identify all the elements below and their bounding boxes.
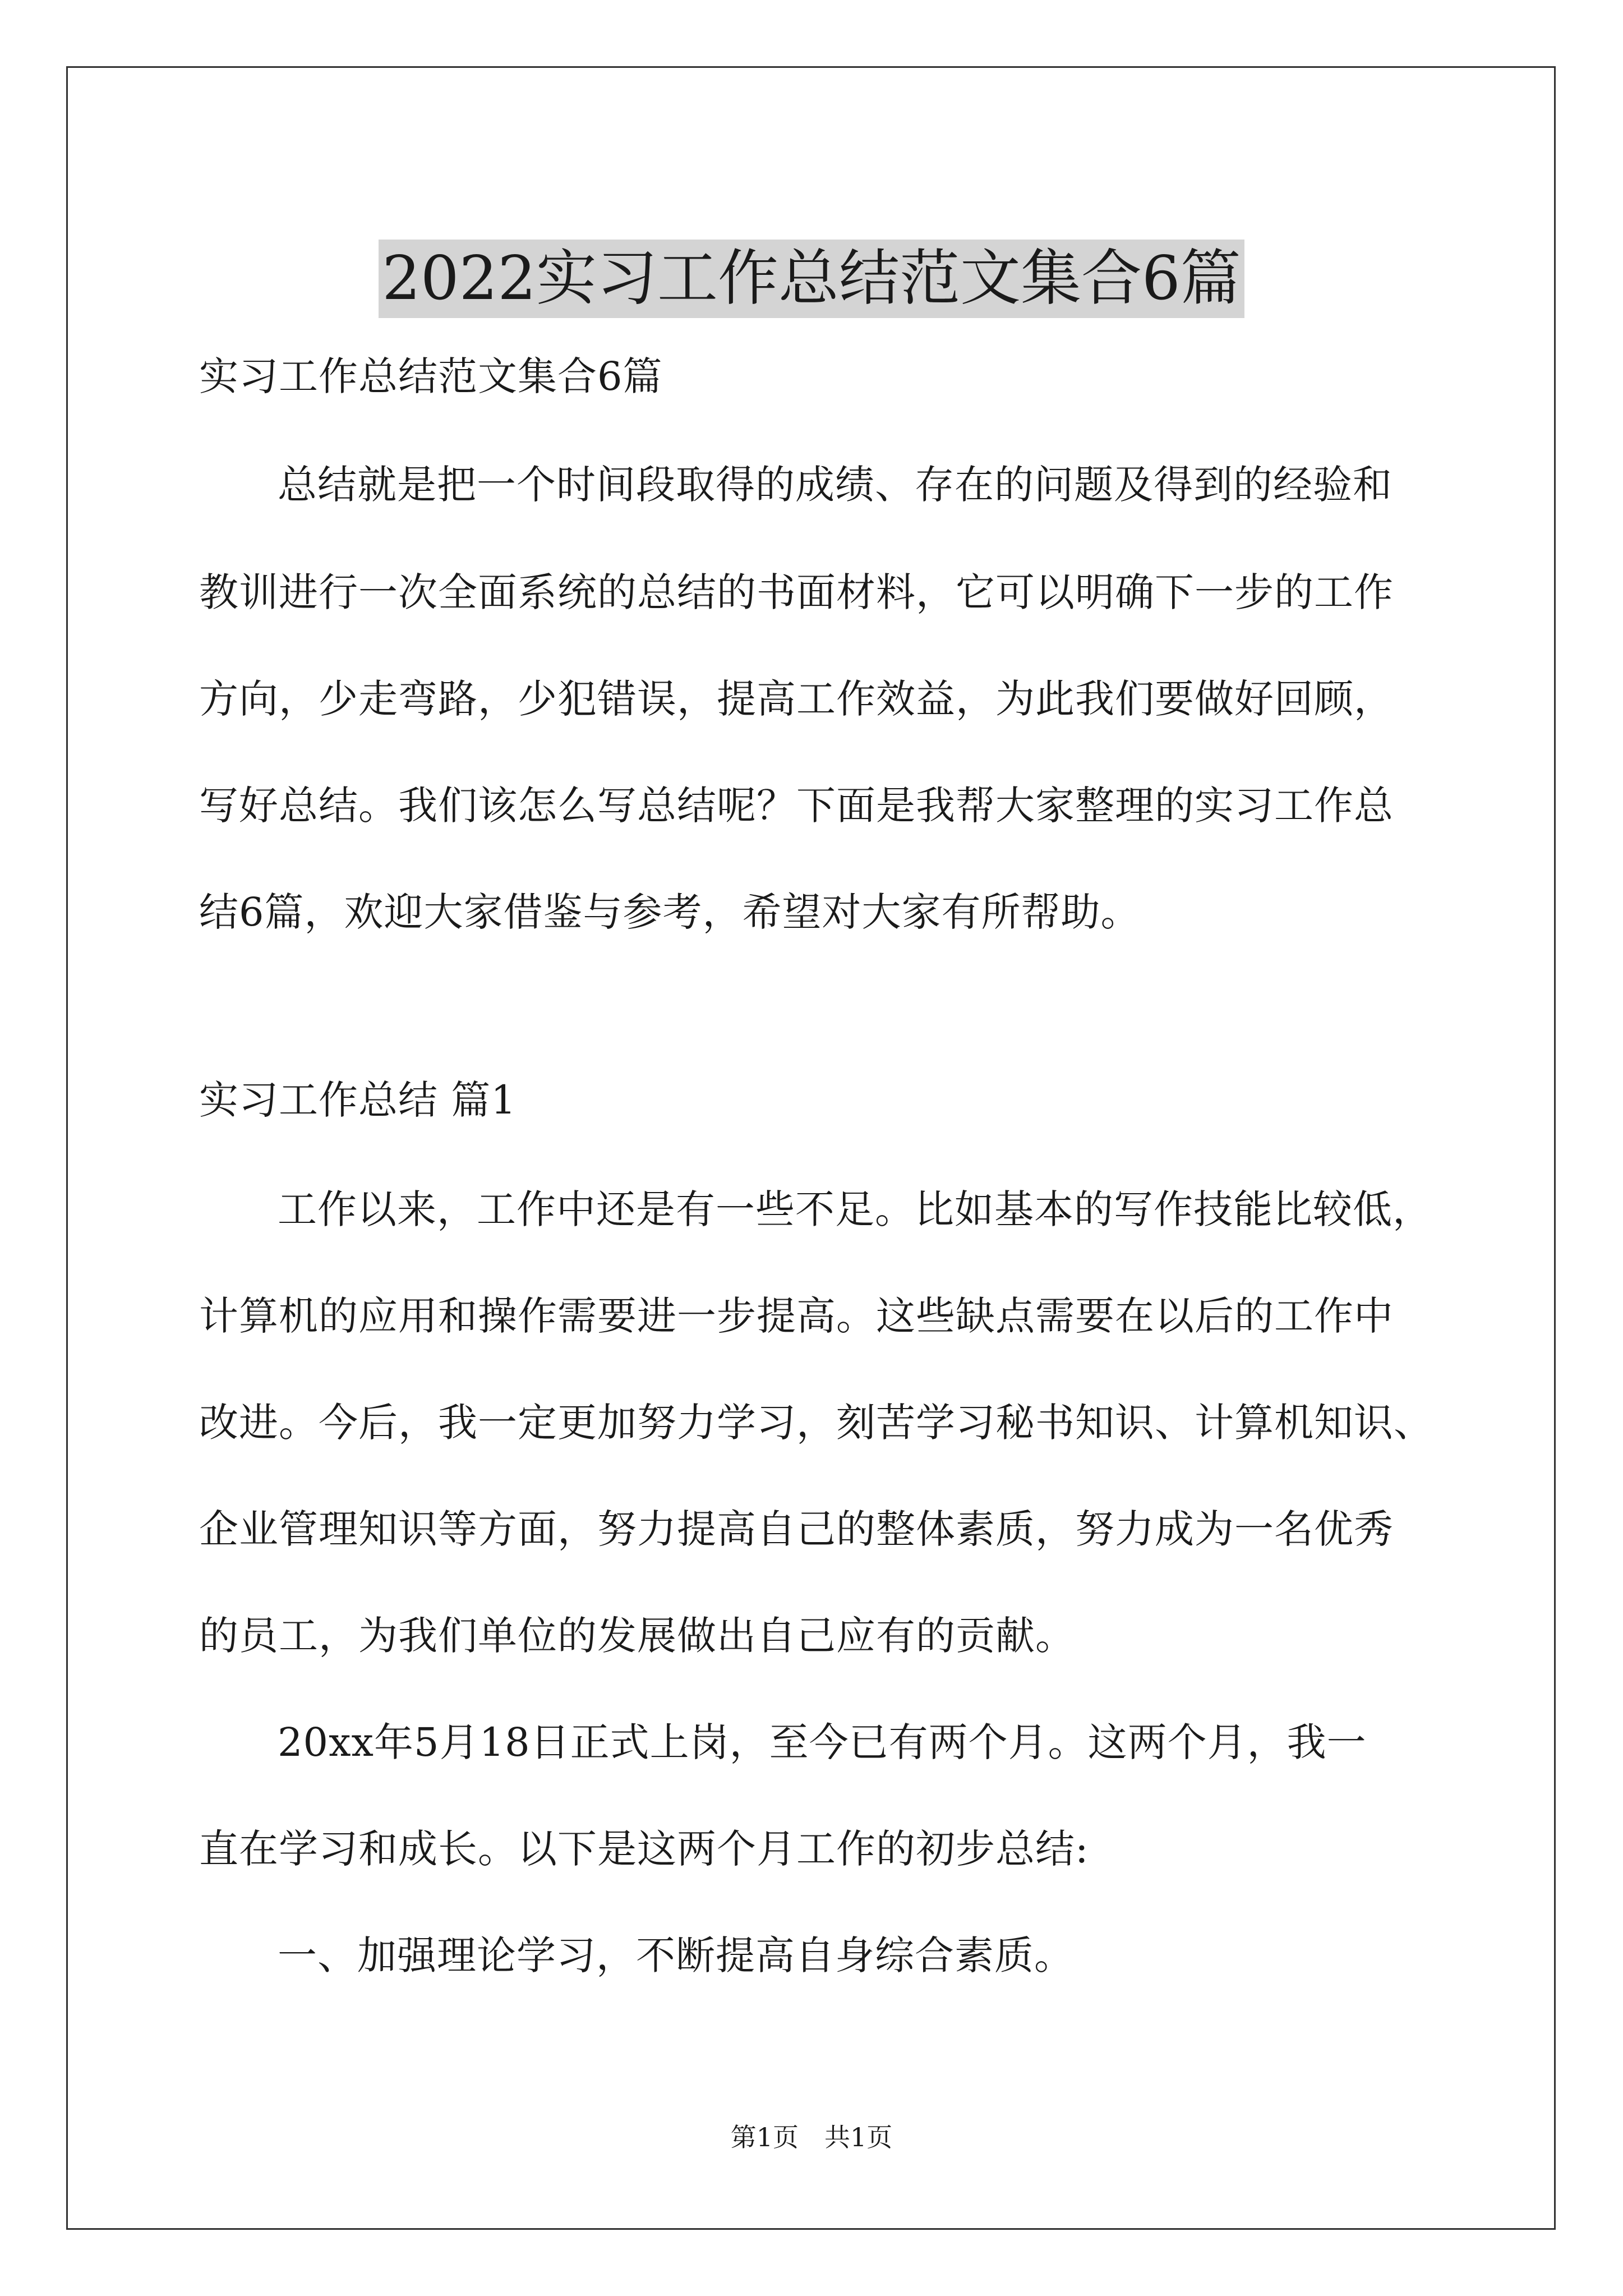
intro-line-5: 结6篇，欢迎大家借鉴与参考，希望对大家有所帮助。 [199, 889, 1141, 935]
intro-line-2: 教训进行一次全面系统的总结的书面材料，它可以明确下一步的工作 [199, 569, 1394, 615]
section1-line-4: 企业管理知识等方面，努力提高自己的整体素质，努力成为一名优秀 [199, 1506, 1394, 1552]
section1-line-5: 的员工，为我们单位的发展做出自己应有的贡献。 [199, 1613, 1075, 1659]
intro-line-4: 写好总结。我们该怎么写总结呢？下面是我帮大家整理的实习工作总 [199, 783, 1394, 829]
document-subtitle: 实习工作总结范文集合6篇 [199, 353, 663, 399]
section1-heading: 实习工作总结 篇1 [199, 1077, 517, 1123]
intro-line-3: 方向，少走弯路，少犯错误，提高工作效益，为此我们要做好回顾， [199, 676, 1394, 722]
section1-line-1: 工作以来，工作中还是有一些不足。比如基本的写作技能比较低， [278, 1186, 1432, 1232]
section1-line-7: 直在学习和成长。以下是这两个月工作的初步总结: [199, 1826, 1089, 1872]
intro-line-1: 总结就是把一个时间段取得的成绩、存在的问题及得到的经验和 [278, 462, 1393, 508]
section1-line-6: 20xx年5月18日正式上岗，至今已有两个月。这两个月，我一 [278, 1719, 1367, 1765]
document-title: 2022实习工作总结范文集合6篇 [379, 240, 1244, 318]
section1-line-8: 一、加强理论学习，不断提高自身综合素质。 [278, 1932, 1074, 1978]
title-container [0, 199, 1623, 359]
section1-line-2: 计算机的应用和操作需要进一步提高。这些缺点需要在以后的工作中 [199, 1293, 1394, 1339]
section1-line-3: 改进。今后，我一定更加努力学习，刻苦学习秘书知识、计算机知识、 [199, 1400, 1433, 1446]
page-footer: 第1页 共1页 [730, 2122, 893, 2152]
